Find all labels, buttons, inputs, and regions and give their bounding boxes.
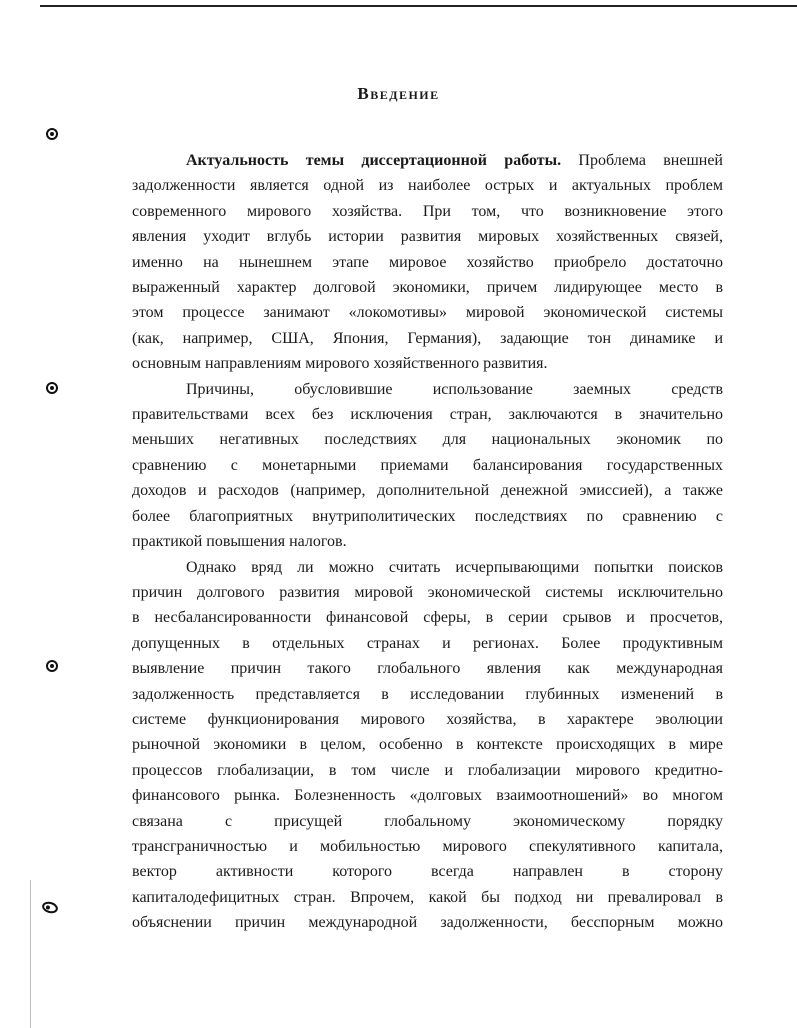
text-line: капиталодефицитных стран. Впрочем, какой бы подход ни превалировал в <box>132 888 723 906</box>
text-line: доходов и расходов (например, дополнительной денежной эмиссией), а также <box>132 482 723 500</box>
text-line: правительствами всех без исключения стран, заключаются в значительно <box>132 406 723 424</box>
text-line: (как, например, США, Япония, Германия), задающие тон динамике и <box>132 329 723 347</box>
text-line: именно на нынешнем этапе мировое хозяйство приобрело достаточно <box>132 253 723 271</box>
page-title: Введение <box>357 84 440 103</box>
text-line: системе функционирования мирового хозяйства, в характере эволюции <box>132 710 723 728</box>
page-left-edge <box>30 880 31 1028</box>
text-line: основным направлениям мирового хозяйственного развития. <box>132 355 548 373</box>
text-line: задолженности является одной из наиболее острых и актуальных проблем <box>132 177 723 195</box>
text-line: в несбалансированности финансовой сферы, в серии срывов и просчетов, <box>132 609 723 627</box>
paragraph-relevance <box>132 148 723 377</box>
lead-heading: Актуальность темы диссертационной работы. <box>186 152 562 169</box>
text-line: выявление причин такого глобального явления как международная <box>132 660 723 678</box>
document-body <box>132 148 723 936</box>
text-line: финансового рынка. Болезненность «долговых взаимоотношений» во многом <box>132 787 723 805</box>
page-top-border <box>40 5 797 7</box>
text-line: сравнению с монетарными приемами балансирования государственных <box>132 456 723 474</box>
text-line: Актуальность темы диссертационной работы. Проблема внешней <box>186 152 723 169</box>
text-line: этом процессе занимают «локомотивы» мировой экономической системы <box>132 304 723 322</box>
text-line: причин долгового развития мировой экономической системы исключительно <box>132 583 723 601</box>
text-line: современного мирового хозяйства. При том, что возникновение этого <box>132 202 723 220</box>
binder-hole-icon <box>46 128 58 140</box>
paragraph-reasons <box>132 377 723 555</box>
text-line: рыночной экономики в целом, особенно в контексте происходящих в мире <box>132 736 723 754</box>
binder-hole-icon <box>46 382 58 394</box>
binder-hole-icon <box>46 660 58 672</box>
text-line: вектор активности которого всегда направлен в сторону <box>132 863 723 881</box>
text-line: более благоприятных внутриполитических последствиях по сравнению с <box>132 507 723 525</box>
text-line: процессов глобализации, в том числе и глобализации мирового кредитно- <box>132 761 723 779</box>
text-line: объяснении причин международной задолженности, бесспорным можно <box>132 914 723 932</box>
text-line: трансграничностью и мобильностью мирового спекулятивного капитала, <box>132 837 723 855</box>
text-line: Причины, обусловившие использование заемных средств <box>186 380 723 398</box>
text-line: допущенных в отдельных странах и регионах. Более продуктивным <box>132 634 723 652</box>
binder-hole-icon <box>41 900 59 915</box>
text-line: Однако вряд ли можно считать исчерпывающими попытки поисков <box>186 558 723 576</box>
text-line: выраженный характер долговой экономики, причем лидирующее место в <box>132 279 723 297</box>
text-line: меньших негативных последствиях для национальных экономик по <box>132 431 723 449</box>
text-line: практикой повышения налогов. <box>132 533 347 551</box>
paragraph-however <box>132 555 723 936</box>
text-line: связана с присущей глобальному экономическому порядку <box>132 812 723 830</box>
text-line: явления уходит вглубь истории развития мировых хозяйственных связей, <box>132 228 723 246</box>
text-line: задолженность представляется в исследовании глубинных изменений в <box>132 685 723 703</box>
